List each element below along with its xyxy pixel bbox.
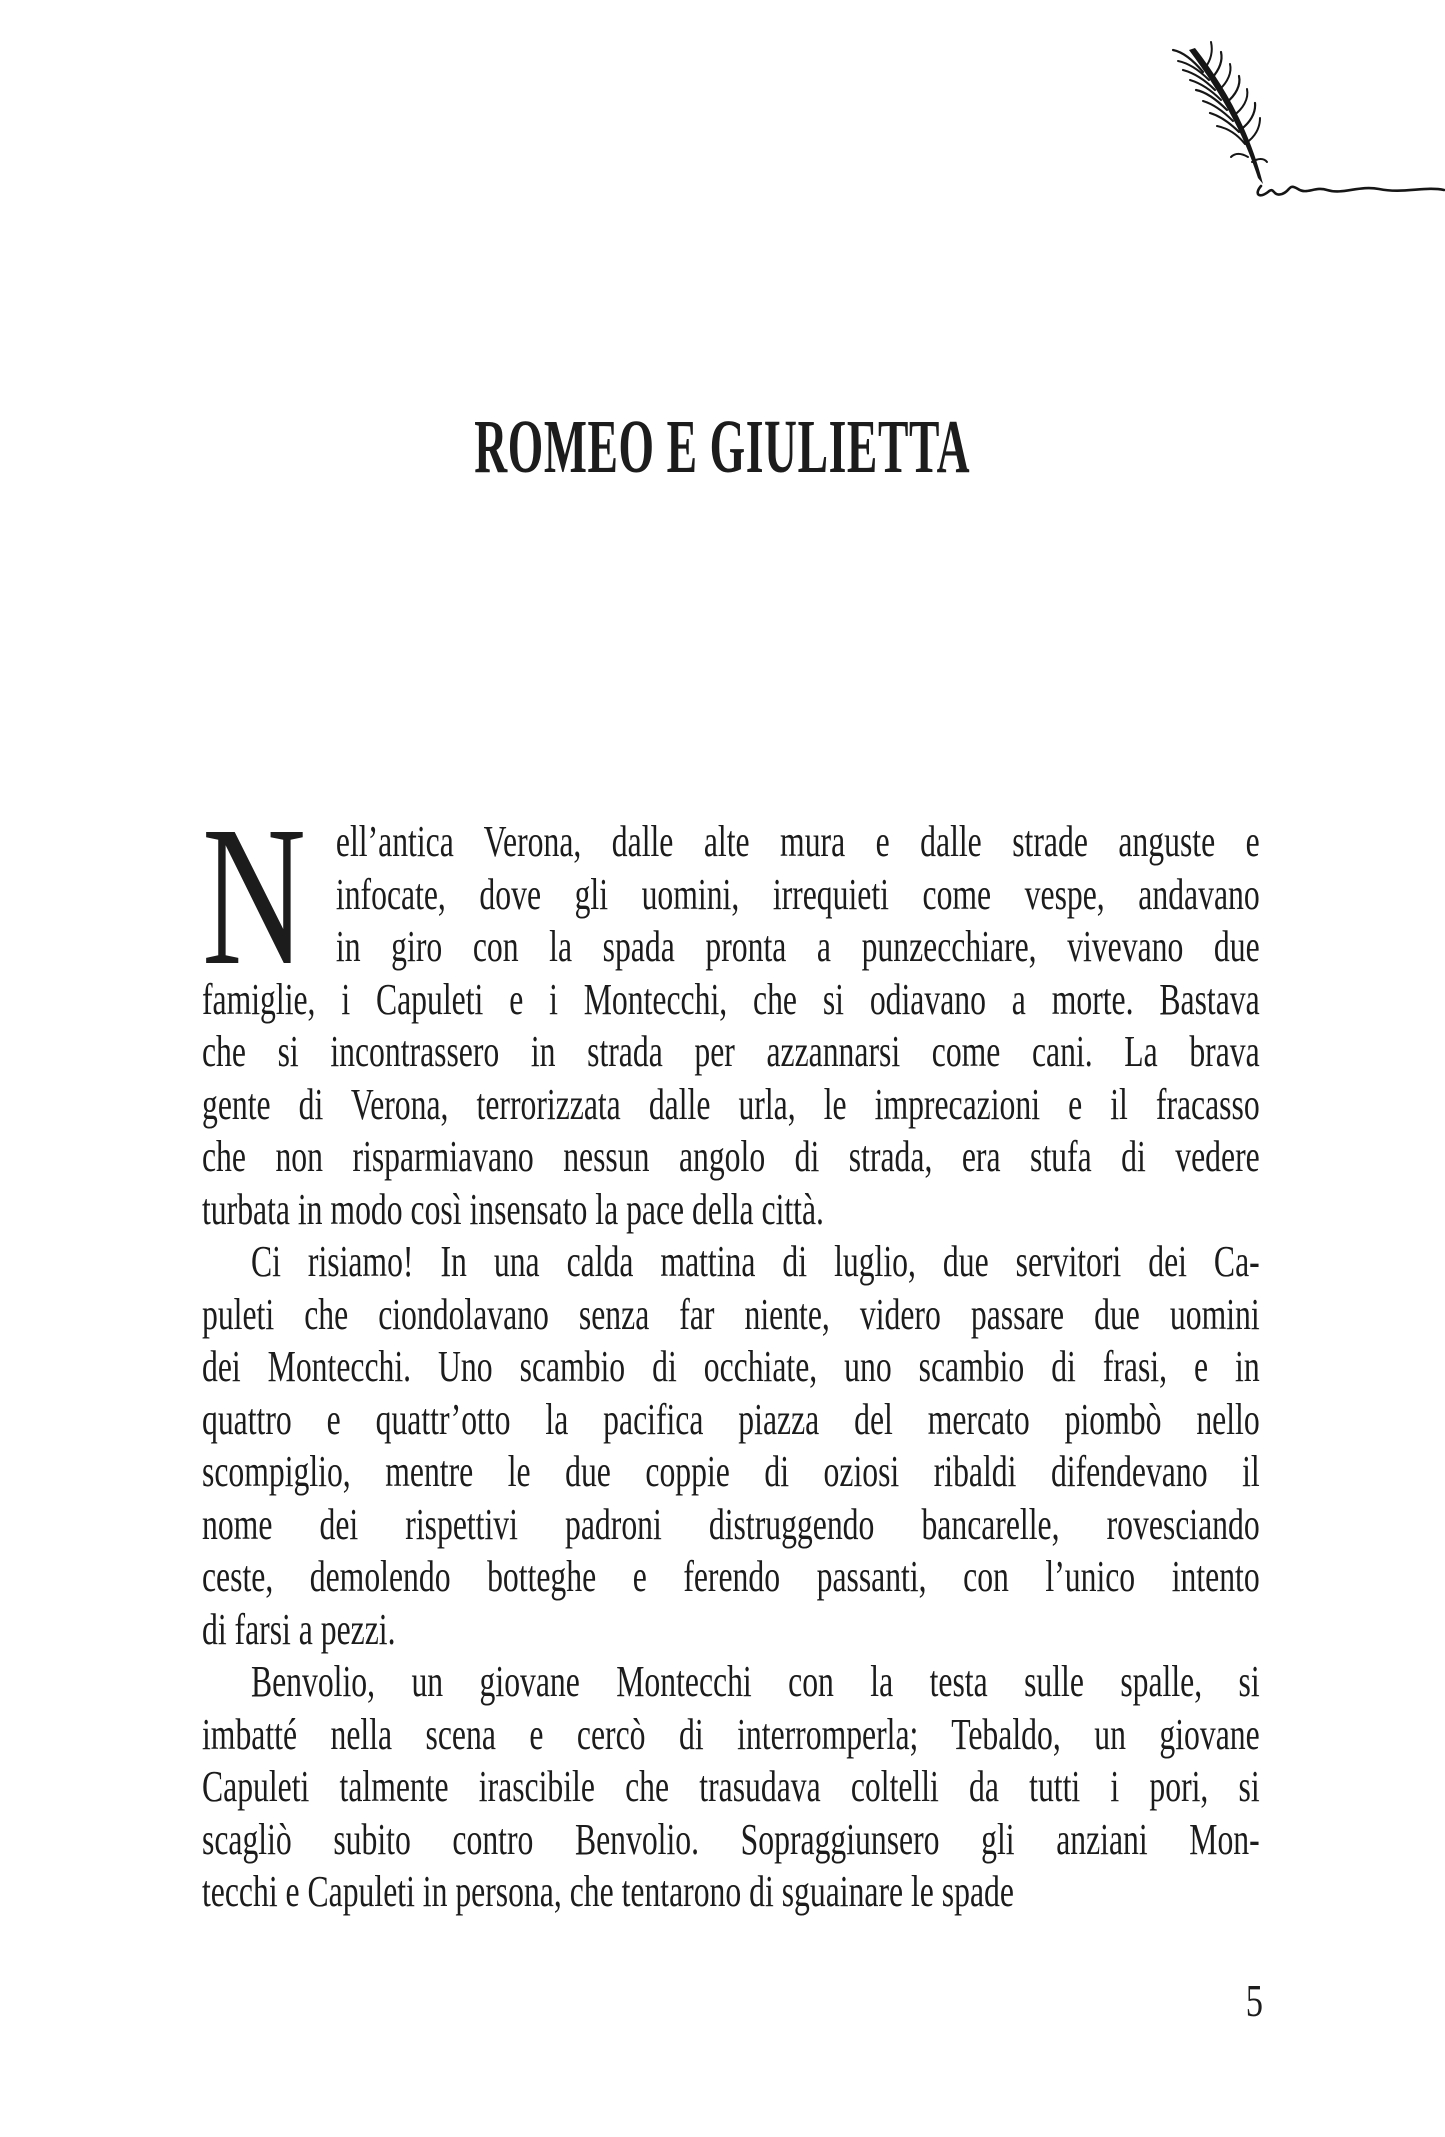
text-line: in giro con la spada pronta a punzecchiare, vivevano due: [335, 922, 1260, 971]
text-line: puleti che ciondolavano senza far niente, videro passare due uomini: [202, 1289, 1260, 1339]
text-line: turbata in modo così insensato la pace della città.: [202, 1184, 824, 1234]
story-text: [202, 786, 1260, 1919]
text-line: imbatté nella scena e cercò di interromperla; Tebaldo, un giovane: [202, 1709, 1260, 1759]
text-line: quattro e quattr’otto la pacifica piazza del mercato piombò nello: [202, 1394, 1260, 1444]
text-line: ceste, demolendo botteghe e ferendo passanti, con l’unico intento: [202, 1552, 1260, 1601]
drop-cap: N: [202, 786, 306, 1007]
text-line: ell’antica Verona, dalle alte mura e dalle strade anguste e: [335, 817, 1260, 866]
text-line: Capuleti talmente irascibile che trasudava coltelli da tutti i pori, si: [202, 1762, 1260, 1811]
text-line: famiglie, i Capuleti e i Montecchi, che si odiavano a morte. Bastava: [202, 974, 1260, 1024]
text-line: infocate, dove gli uomini, irrequieti come vespe, andavano: [335, 869, 1260, 919]
quill-pen-icon: [1155, 20, 1445, 200]
text-line: di farsi a pezzi.: [202, 1604, 396, 1654]
chapter-title-text: ROMEO E GIULIETTA: [474, 405, 971, 489]
page-number: 5: [1245, 1975, 1263, 2026]
text-line: Benvolio, un giovane Montecchi con la testa sulle spalle, si: [250, 1657, 1260, 1706]
text-line: Ci risiamo! In una calda mattina di luglio, due servitori dei Ca-: [250, 1237, 1260, 1286]
text-line: nome dei rispettivi padroni distruggendo bancarelle, rovesciando: [202, 1499, 1260, 1549]
text-line: dei Montecchi. Uno scambio di occhiate, uno scambio di frasi, e in: [202, 1342, 1260, 1391]
text-line: scompiglio, mentre le due coppie di oziosi ribaldi difendevano il: [202, 1447, 1260, 1496]
text-line: tecchi e Capuleti in persona, che tentarono di sguainare le spade: [202, 1867, 1014, 1916]
text-line: che non risparmiavano nessun angolo di strada, era stufa di vedere: [202, 1132, 1260, 1181]
text-line: che si incontrassero in strada per azzannarsi come cani. La brava: [202, 1027, 1260, 1076]
text-line: scagliò subito contro Benvolio. Sopraggiunsero gli anziani Mon-: [202, 1814, 1260, 1864]
text-line: gente di Verona, terrorizzata dalle urla, le imprecazioni e il fracasso: [202, 1079, 1260, 1129]
page-title: [0, 404, 1445, 491]
